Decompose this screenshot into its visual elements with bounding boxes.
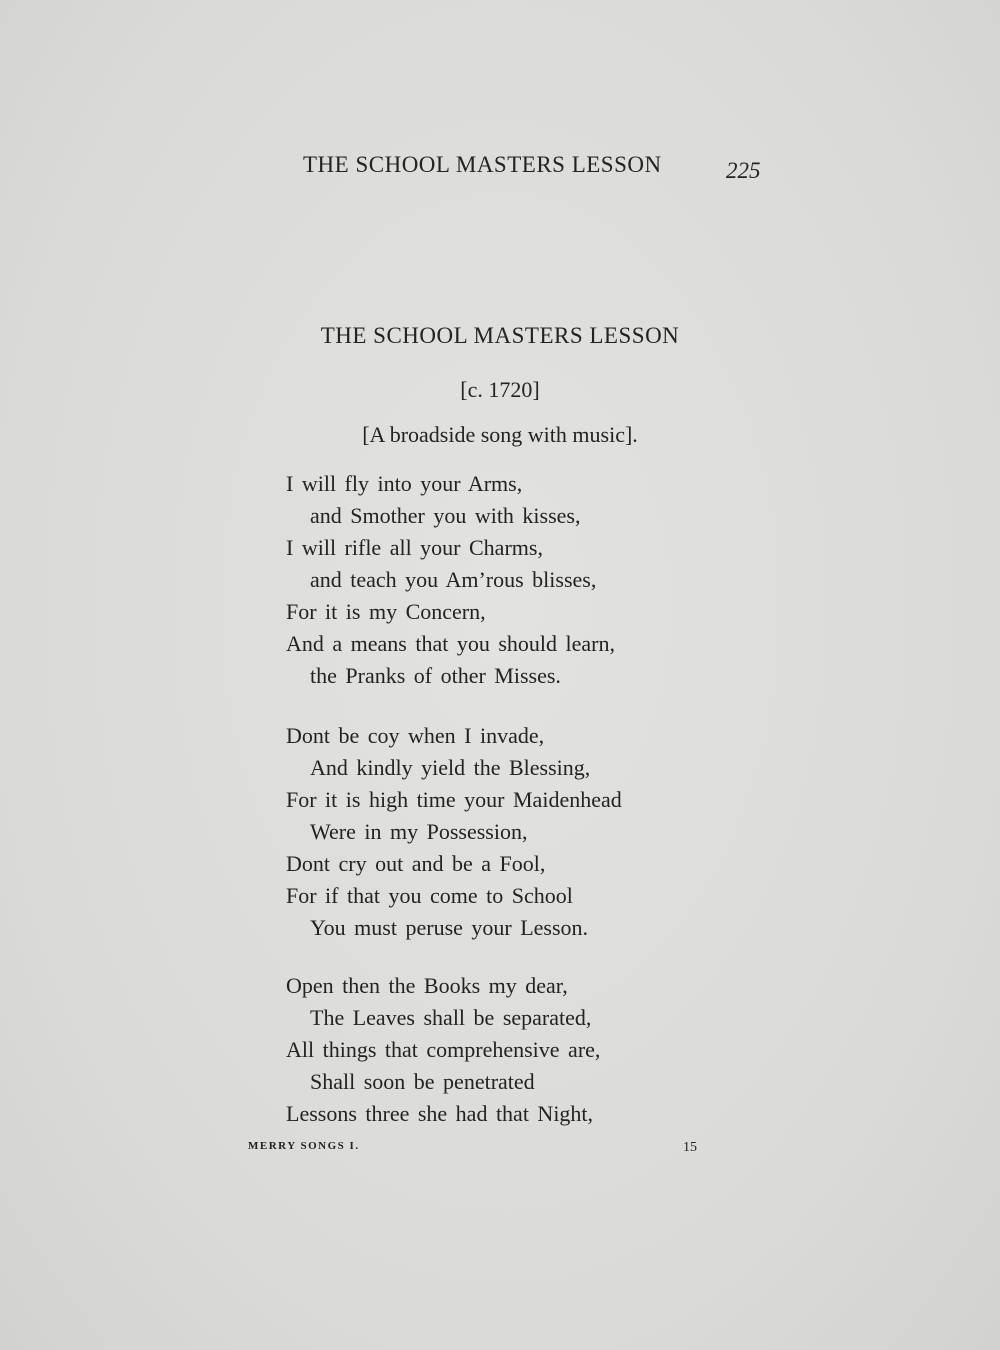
poem-line: For it is high time your Maidenhead xyxy=(286,787,622,812)
poem-line: For it is my Concern, xyxy=(286,599,486,624)
poem-date: [c. 1720] xyxy=(460,377,540,402)
poem-line: And a means that you should learn, xyxy=(286,631,615,656)
stanza-3 xyxy=(286,970,746,1130)
poem-line: All things that comprehensive are, xyxy=(286,1037,601,1062)
poem-title: THE SCHOOL MASTERS LESSON xyxy=(320,323,680,348)
stanza-1 xyxy=(286,468,746,692)
poem-line: Dont be coy when I invade, xyxy=(286,723,545,748)
poem-note: [A broadside song with music]. xyxy=(362,422,638,447)
poem-line: For if that you come to School xyxy=(286,883,573,908)
signature-mark: MERRY SONGS I. xyxy=(248,1140,360,1152)
poem-line: Open then the Books my dear, xyxy=(286,973,568,998)
poem-line: and Smother you with kisses, xyxy=(310,503,581,528)
poem-line: Shall soon be penetrated xyxy=(310,1069,535,1094)
poem-line: Dont cry out and be a Fool, xyxy=(286,851,546,876)
poem-line: I will fly into your Arms, xyxy=(286,471,523,496)
poem-line: You must peruse your Lesson. xyxy=(310,915,589,940)
poem-line: Lessons three she had that Night, xyxy=(286,1101,594,1126)
running-head: THE SCHOOL MASTERS LESSON xyxy=(303,152,662,177)
stanza-2 xyxy=(286,720,746,944)
poem-line: the Pranks of other Misses. xyxy=(310,663,561,688)
poem-line: and teach you Am’rous blisses, xyxy=(310,567,597,592)
folio-number: 15 xyxy=(683,1140,697,1155)
poem-line: Were in my Possession, xyxy=(310,819,528,844)
poem-line: The Leaves shall be separated, xyxy=(310,1005,592,1030)
poem-line: I will rifle all your Charms, xyxy=(286,535,543,560)
page-number: 225 xyxy=(726,158,761,183)
poem-line: And kindly yield the Blessing, xyxy=(310,755,591,780)
